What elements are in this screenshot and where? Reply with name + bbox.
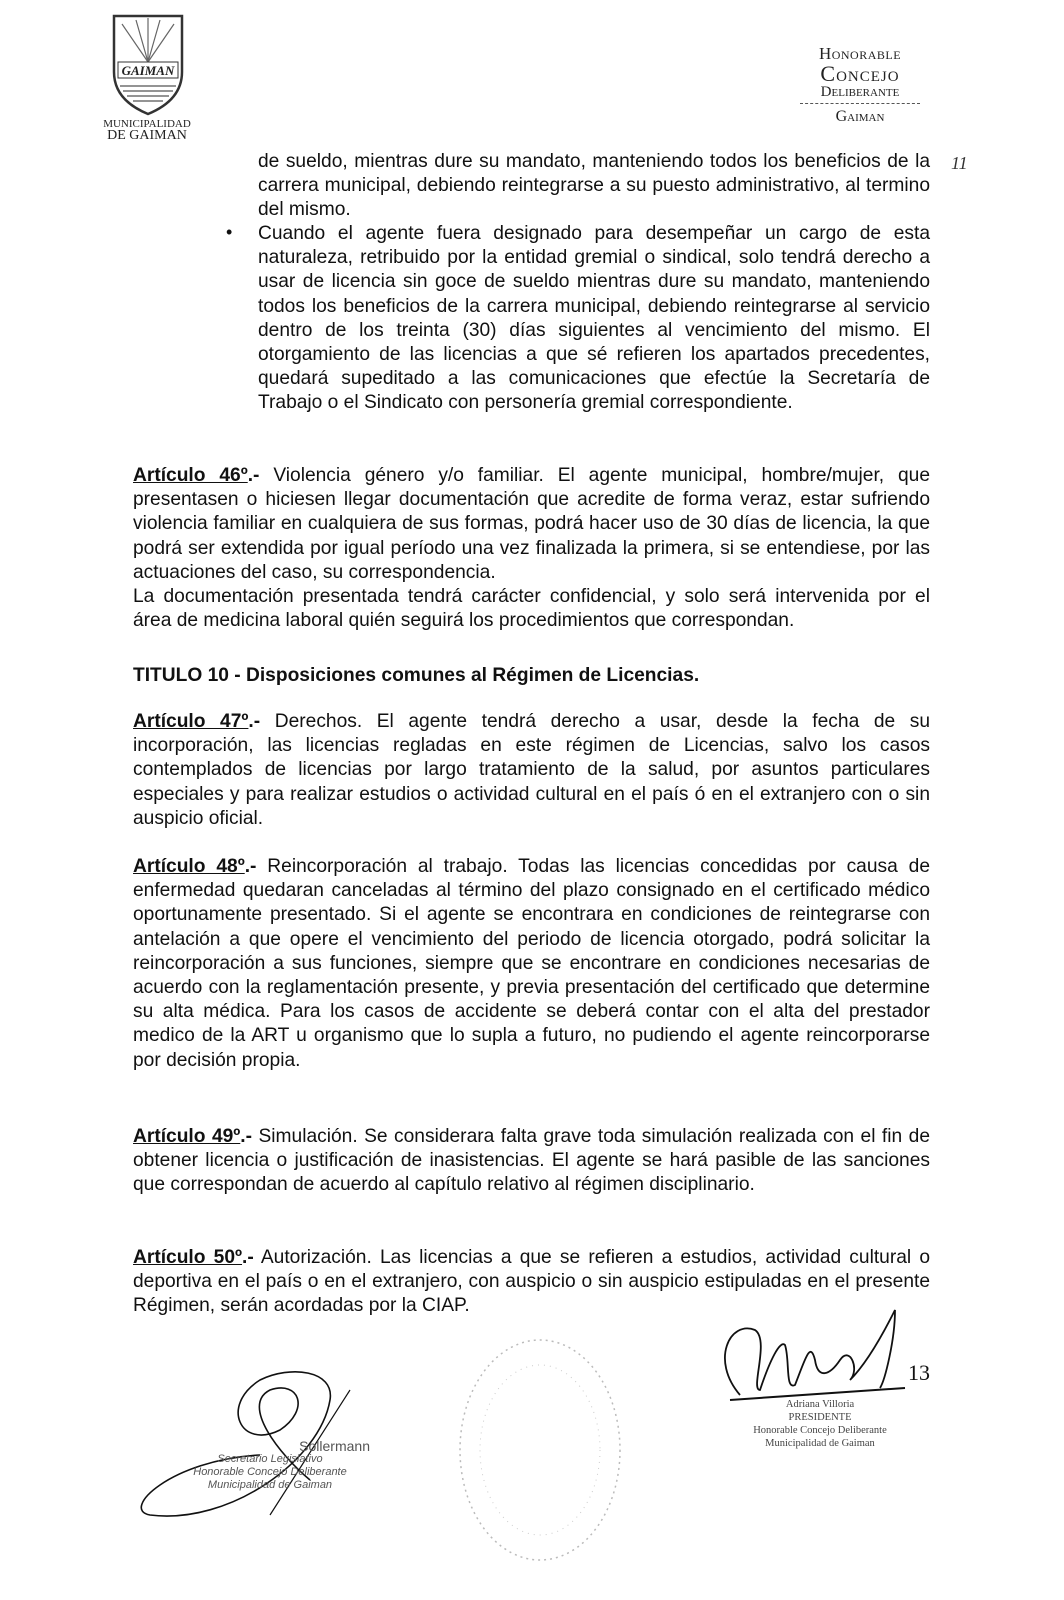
article-label: Artículo 50º [133,1247,243,1268]
article-label: Artículo 47º [133,711,249,732]
article-sep: .- [248,711,261,732]
article-46 [133,464,930,633]
stamp-line: Adriana Villoria [785,1399,855,1410]
article-sep: .- [242,1247,254,1268]
bullet-icon: • [226,222,233,242]
official-seal-stamp [440,1330,640,1570]
stamp-line: PRESIDENTE [788,1412,852,1423]
article-sep: .- [247,465,260,486]
stamp-line: Honorable Concejo Deliberante [193,1466,347,1478]
article-text: Derechos. El agente tendrá derecho a usar, desde la fecha de su incorporación, las licencias regladas en este régimen de Licencias, salvo los casos contemplados de licencias por largo tratamiento de la salud, por asuntos particulares especiales y para realizar estudios o actividad cultural en el país ó en el extranjero con o sin auspicio oficial. [133,711,930,829]
letterhead-line-2: Concejo [820,61,900,86]
caption-line-2: DE GAIMAN [107,128,187,143]
article-sep: .- [244,856,257,877]
left-signature-stamp [170,1440,370,1492]
stamp-line: Municipalidad de Gaiman [207,1479,333,1491]
article-label: Artículo 48º [133,856,245,877]
stamp-line: Secretario Legislativo [217,1453,323,1465]
bullet-paragraph: Cuando el agente fuera designado para desempeñar un cargo de esta naturaleza, retribuido por la entidad gremial o sindical, solo tendrá derecho a usar de licencia sin goce de sueldo mientras dure su mandato, manteniendo todos los beneficios de la carrera municipal, debiendo reintegrarse al servicio dentro de los treinta (30) días siguientes al vencimiento del mismo. El otorgamiento de las licencias a que sé refieren los apartados precedentes, quedará supeditado a las comunicaciones que efectúe la Secretaría de Trabajo o el Sindicato con personería gremial correspondiente. [258,223,930,414]
stamp-line: Sollermann [299,1438,370,1454]
article-text: Simulación. Se considerara falta grave toda simulación realizada con el fin de obtener licencia o justificación de inasistencias. El agente se hará pasible de las sanciones que correspondan de acuerdo al capítulo relativo al régimen disciplinario. [133,1126,930,1196]
stamp-line: Municipalidad de Gaiman [765,1438,875,1449]
letterhead-line-3: Deliberante [800,84,920,104]
article-48 [133,855,930,1073]
municipal-coat-of-arms-logo [108,12,188,117]
letterhead-line-4: Gaiman [835,108,885,125]
article-label: Artículo 46º [133,465,248,486]
caption-line-1: MUNICIPALIDAD [103,118,191,130]
municipality-caption [92,118,202,142]
article-text: Violencia género y/o familiar. El agente municipal, hombre/mujer, que presentasen o hiciesen llegar documentación que acredite de forma veraz, estar sufriendo violencia familiar en cualquiera de sus formas, podrá hacer uso de 30 días de licencia, la que podrá ser extendida por igual período una vez finalizada la primera, si se entendiese, por las actuaciones del caso, su correspondencia. [133,465,931,583]
svg-text:GAIMAN: GAIMAN [121,63,175,78]
council-letterhead [800,44,920,126]
article-label: Artículo 49º [133,1126,241,1147]
article-text: Reincorporación al trabajo. Todas las licencias concedidas por causa de enfermedad quedaran canceladas al término del plazo consignado en el certificado médico oportunamente presentado. Si el agente se encontrara en condiciones de reintegrarse con antelación a que opere el vencimiento del periodo de licencia otorgado, podrá solicitar la reincorporación a sus funciones, siempre que se encontrare en condiciones necesarias de acuerdo con la reglamentación presente, y previa presentación del certificado que determine su alta médica. Para los casos de accidente se deberá contar con el alta del prestador medico de la ART u organismo que lo supla a futuro, no pudiendo el agente reincorporarse por decisión propia. [133,856,930,1071]
letterhead-line-1: Honorable [818,44,902,63]
continuation-paragraph: de sueldo, mientras dure su mandato, manteniendo todos los beneficios de la carrera municipal, debiendo reintegrarse a su puesto administrativo, al termino del mismo. [258,151,930,221]
article-47 [133,710,930,831]
right-signature-stamp [720,1398,920,1450]
article-49 [133,1125,930,1198]
article-text: Autorización. Las licencias a que se refieren a estudios, actividad cultural o deportiva en el país o en el extranjero, con auspicio o sin auspicio estipuladas en el presente Régimen, serán acordadas por la CIAP. [133,1247,931,1317]
page-number: 13 [908,1360,930,1385]
article-sep: .- [240,1126,253,1147]
stamp-line: Honorable Concejo Deliberante [753,1425,887,1436]
section-title-10: TITULO 10 - Disposiciones comunes al Régimen de Licencias. [133,665,700,686]
handwritten-folio-number: 11 [951,153,968,173]
right-signature [700,1300,910,1410]
article-text-2: La documentación presentada tendrá carácter confidencial, y solo será intervenida por el área de medicina laboral quién seguirá los procedimientos que correspondan. [133,586,930,632]
